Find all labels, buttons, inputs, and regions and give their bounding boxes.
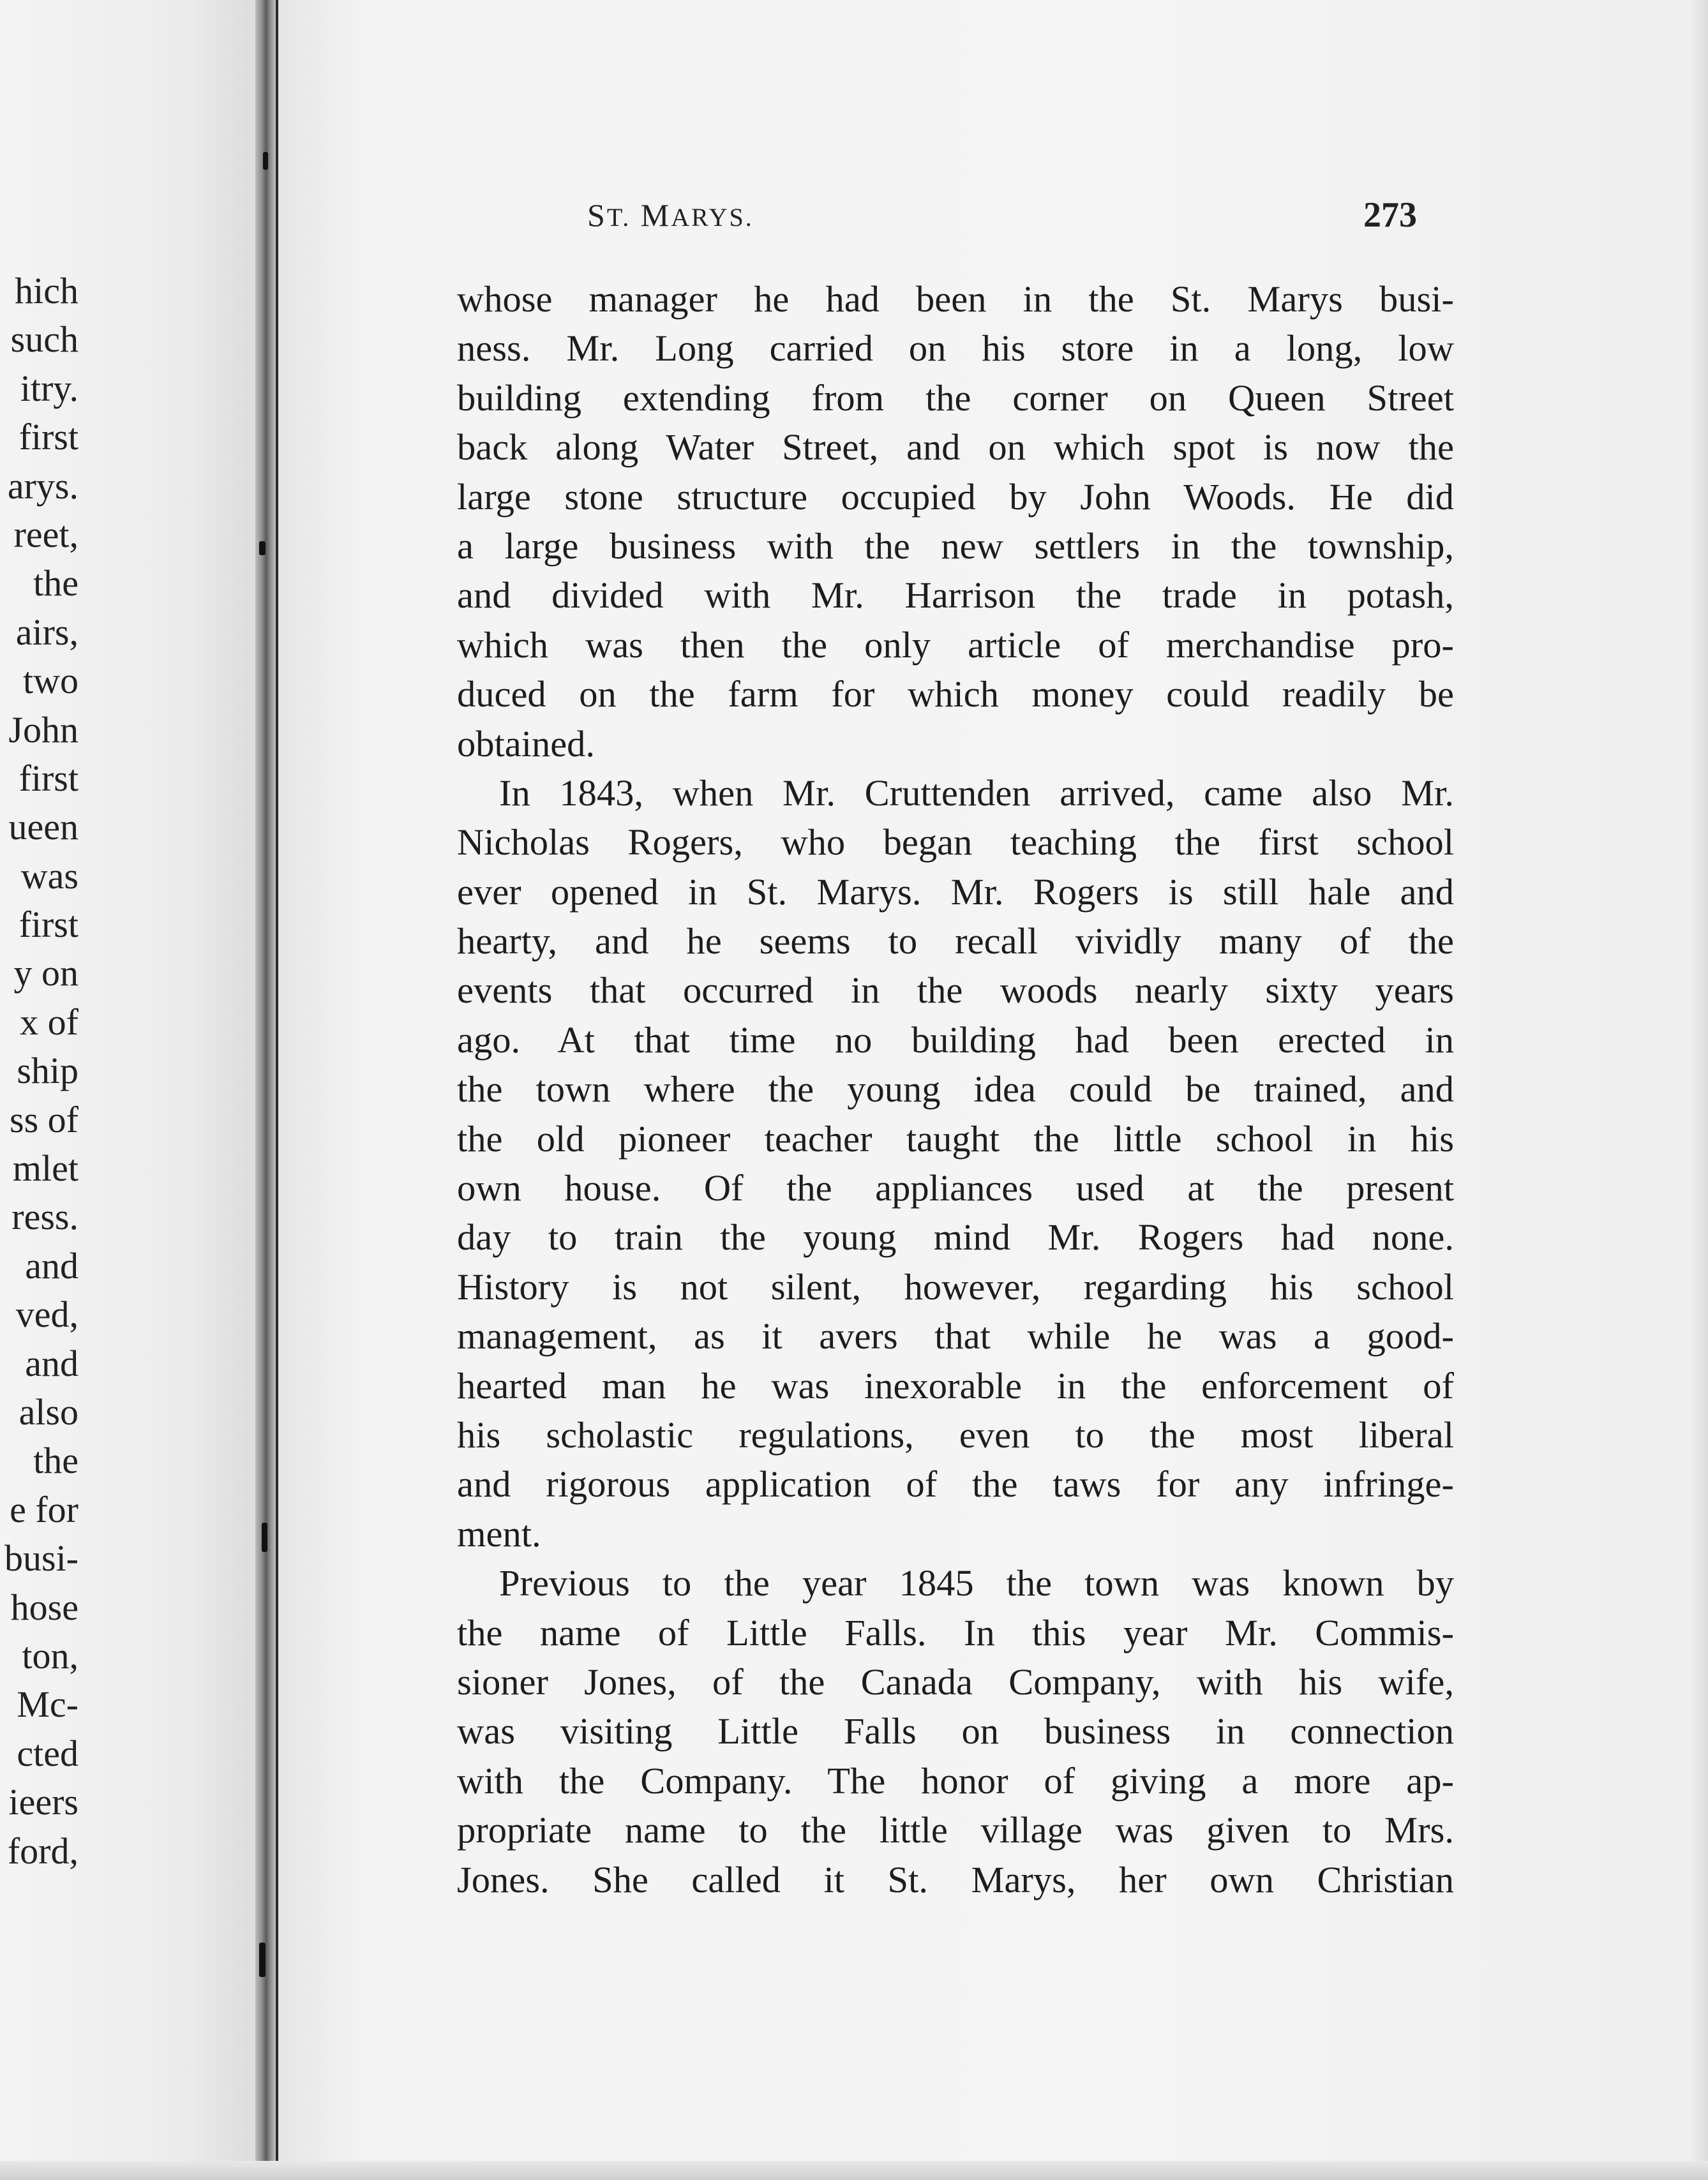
text-line: with the Company. The honor of giving a more ap-	[457, 1759, 1454, 1802]
binding-mark	[259, 541, 266, 555]
left-page-text-fragments	[4, 267, 79, 1876]
text-line: Jones. She called it St. Marys, her own Christian	[457, 1858, 1454, 1900]
page-number: 273	[1363, 195, 1417, 235]
left-fragment-line: arys.	[7, 465, 79, 507]
text-line: the old pioneer teacher taught the little school in his	[457, 1117, 1454, 1160]
left-fragment-line: airs,	[15, 611, 79, 653]
text-line: ment.	[457, 1512, 541, 1555]
left-fragment-line: the	[33, 562, 79, 604]
text-line: own house. Of the appliances used at the present	[457, 1167, 1454, 1209]
page-edge	[1689, 0, 1708, 2180]
paragraph	[457, 768, 1454, 1558]
text-line: ness. Mr. Long carried on his store in a long, low	[457, 327, 1454, 370]
text-line: hearted man he was inexorable in the enforcement of	[457, 1364, 1454, 1407]
text-line: sioner Jones, of the Canada Company, with his wife,	[457, 1661, 1454, 1703]
text-line: day to train the young mind Mr. Rogers had none.	[457, 1216, 1454, 1258]
left-fragment-line: x of	[20, 1001, 79, 1043]
book-gutter	[255, 0, 277, 2180]
left-fragment-line: ford,	[7, 1830, 79, 1872]
left-fragment-line: ton,	[22, 1634, 79, 1676]
text-line: which was then the only article of merchandise pro-	[457, 623, 1454, 666]
left-fragment-line: busi-	[4, 1537, 79, 1579]
binding-mark	[259, 1943, 266, 1977]
left-fragment-line: ship	[17, 1050, 79, 1092]
left-fragment-line: cted	[17, 1732, 79, 1774]
left-fragment-line: and	[25, 1244, 79, 1287]
body-text	[457, 274, 1454, 1904]
binding-mark	[262, 1523, 267, 1552]
left-fragment-line: ueen	[8, 806, 79, 848]
left-fragment-line: hose	[10, 1586, 79, 1628]
text-line: the name of Little Falls. In this year Mr. Commis-	[457, 1611, 1454, 1654]
text-line: hearty, and he seems to recall vividly many of the	[457, 920, 1454, 962]
left-fragment-line: ved,	[15, 1294, 79, 1336]
left-fragment-line: e for	[10, 1488, 79, 1530]
left-fragment-line: itry.	[20, 367, 79, 409]
text-line: ever opened in St. Marys. Mr. Rogers is still hale and	[457, 870, 1454, 913]
text-line: In 1843, when Mr. Cruttenden arrived, came also Mr.	[499, 772, 1454, 814]
text-line: was visiting Little Falls on business in connection	[457, 1710, 1454, 1752]
left-fragment-line: ress.	[11, 1196, 79, 1238]
text-line: History is not silent, however, regarding his school	[457, 1265, 1454, 1308]
left-fragment-line: John	[8, 708, 79, 750]
left-fragment-line: two	[23, 660, 79, 702]
left-fragment-line: ieers	[8, 1781, 79, 1823]
text-line: events that occurred in the woods nearly sixty years	[457, 969, 1454, 1012]
text-line: Nicholas Rogers, who began teaching the first school	[457, 821, 1454, 863]
text-line: back along Water Street, and on which spot is now the	[457, 426, 1454, 468]
text-line: Previous to the year 1845 the town was known by	[499, 1562, 1454, 1604]
text-line: propriate name to the little village was given to Mrs.	[457, 1809, 1454, 1851]
page-bottom-edge	[0, 2161, 1708, 2180]
left-fragment-line: also	[19, 1391, 79, 1433]
binding-mark	[263, 152, 268, 170]
left-fragment-line: mlet	[12, 1147, 79, 1190]
text-line: his scholastic regulations, even to the most liberal	[457, 1414, 1454, 1456]
paragraph	[457, 274, 1454, 768]
paragraph	[457, 1558, 1454, 1904]
left-fragment-line: first	[19, 757, 79, 799]
left-fragment-line: reet,	[13, 513, 79, 555]
left-fragment-line: first	[19, 416, 79, 458]
text-line: and rigorous application of the taws for any infringe-	[457, 1463, 1454, 1505]
left-fragment-line: and	[25, 1342, 79, 1384]
text-line: building extending from the corner on Queen Street	[457, 377, 1454, 419]
left-fragment-line: ss of	[10, 1098, 79, 1140]
text-line: whose manager he had been in the St. Marys busi-	[457, 278, 1454, 320]
left-fragment-line: such	[10, 318, 79, 361]
left-fragment-line: the	[33, 1440, 79, 1482]
text-line: large stone structure occupied by John Woods. He did	[457, 475, 1454, 518]
left-page	[0, 0, 258, 2180]
text-line: and divided with Mr. Harrison the trade in potash,	[457, 574, 1454, 616]
left-fragment-line: Mc-	[17, 1684, 79, 1726]
left-fragment-line: hich	[15, 270, 79, 311]
text-line: a large business with the new settlers in the township,	[457, 525, 1454, 567]
text-line: obtained.	[457, 722, 596, 765]
left-fragment-line: was	[20, 855, 79, 897]
text-line: management, as it avers that while he was a good-	[457, 1315, 1454, 1357]
running-title: ST. MARYS.	[587, 197, 754, 233]
left-fragment-line: first	[19, 904, 79, 946]
text-line: the town where the young idea could be trained, and	[457, 1068, 1454, 1110]
left-fragment-line: y on	[13, 952, 79, 994]
text-line: duced on the farm for which money could readily be	[457, 673, 1454, 715]
text-line: ago. At that time no building had been erected in	[457, 1019, 1454, 1061]
